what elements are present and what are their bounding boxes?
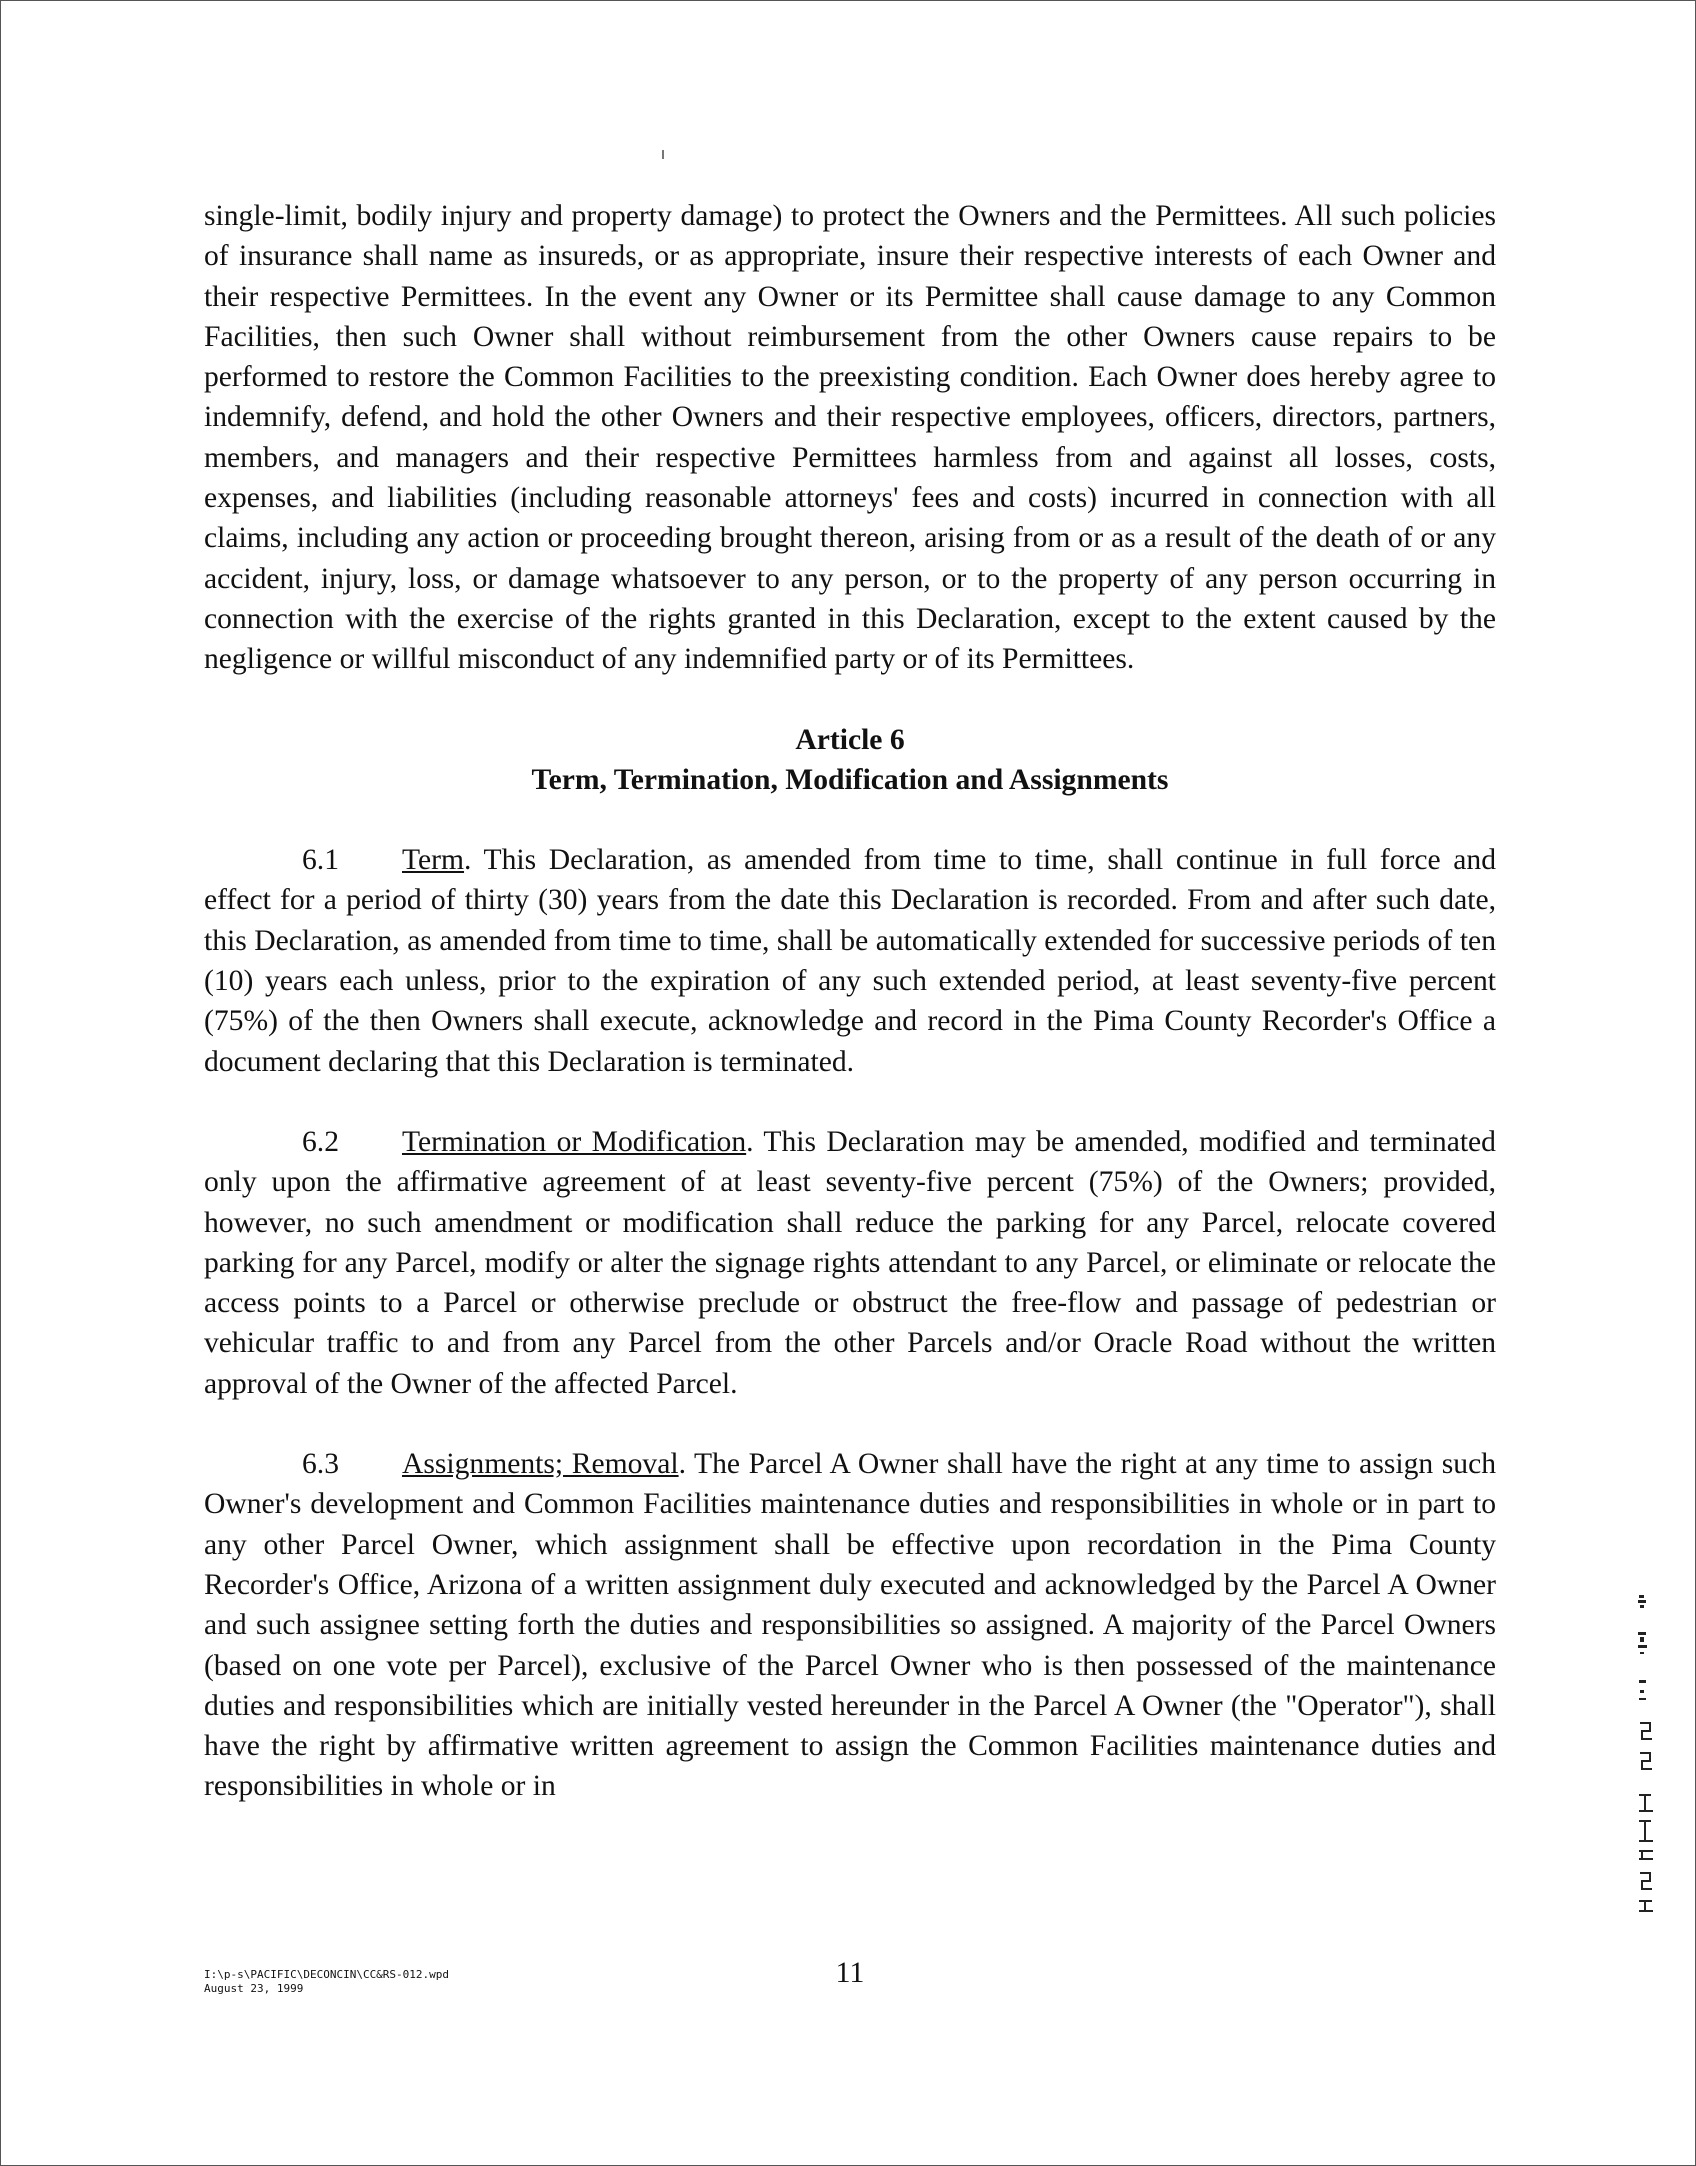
section-text: . The Parcel A Owner shall have the right at any time to assign such Owner's development and Common Facilities maintenance duties and responsibilities in whole or in part to any other Parcel Owner, which assignment shall be effective upon recordation in the Pima County Recorder's Office, Arizona of a written assignment duly executed and acknowledged by the Parcel A Owner and such assignee setting forth the duties and responsibilities so assigned. A majority of the Parcel Owners (based on one vote per Parcel), exclusive of the Parcel Owner who is then possessed of the maintenance duties and responsibilities which are initially vested hereunder in the Parcel A Owner (the "Operator"), shall have the right by affirmative written agreement to assign the Common Facilities maintenance duties and responsibilities in whole or in — [204, 1448, 1496, 1803]
section-text: . This Declaration may be amended, modified and terminated only upon the affirmative agreement of at least seventy-five percent (75%) of the Owners; provided, however, no such amendment or modification shall reduce the parking for any Parcel, relocate covered parking for any Parcel, modify or alter the signage rights attendant to any Parcel, or eliminate or relocate the access points to a Parcel or otherwise preclude or obstruct the free-flow and passage of pedestrian or vehicular traffic to and from any Parcel from the other Parcels and/or Oracle Road without the written approval of the Owner of the affected Parcel. — [204, 1125, 1496, 1400]
article-number: Article 6 — [795, 723, 905, 756]
footer-date: August 23, 1999 — [204, 1982, 304, 1995]
footer-file-path: I:\p-s\PACIFIC\DECONCIN\CC&RS-012.wpd — [204, 1968, 450, 1981]
section-text: . This Declaration, as amended from time to time, shall continue in full force and effect for a period of thirty (30) years from the date this Declaration is recorded. From and after such date, this Declaration, as amended from time to time, shall be automatically extended for successive periods of ten (10) years each unless, prior to the expiration of any such extended period, at least seventy-five percent (75%) of the then Owners shall execute, acknowledge and record in the Pima County Recorder's Office a document declaring that this Declaration is terminated. — [204, 844, 1496, 1078]
section-number: 6.3 — [302, 1448, 339, 1481]
document-body — [204, 196, 1496, 1807]
section-number: 6.1 — [302, 844, 339, 877]
section-6-2 — [204, 1122, 1496, 1404]
page-number: 11 — [835, 1956, 865, 1989]
article-heading — [204, 720, 1496, 801]
section-number: 6.2 — [302, 1125, 339, 1158]
article-title: Term, Termination, Modification and Assignments — [531, 763, 1169, 796]
section-caption: Assignments; Removal — [402, 1448, 679, 1481]
section-6-3 — [204, 1444, 1496, 1807]
section-6-1 — [204, 840, 1496, 1082]
continuation-paragraph: single-limit, bodily injury and property damage) to protect the Owners and the Permittees. All such policies of insurance shall name as insureds, or as appropriate, insure their respective interests of each Owner and their respective Permittees. In the event any Owner or its Permittee shall cause damage to any Common Facilities, then such Owner shall without reimbursement from the other Owners cause repairs to be performed to restore the Common Facilities to the preexisting condition. Each Owner does hereby agree to indemnify, defend, and hold the other Owners and their respective employees, officers, directors, partners, members, and managers and their respective Permittees harmless from and against all losses, costs, expenses, and liabilities (including reasonable attorneys' fees and costs) incurred in connection with all claims, including any action or proceeding brought thereon, arising from or as a result of the death of or any accident, injury, loss, or damage whatsoever to any person, or to the property of any person occurring in connection with the exercise of the rights granted in this Declaration, except to the extent caused by the negligence or willful misconduct of any indemnified party or of its Permittees. — [204, 200, 1496, 676]
section-caption: Term — [402, 844, 465, 877]
section-caption: Termination or Modification — [402, 1125, 747, 1158]
footer-file-info — [204, 1968, 449, 1996]
scan-speck — [662, 150, 664, 159]
recording-stamp — [1636, 1595, 1660, 1925]
